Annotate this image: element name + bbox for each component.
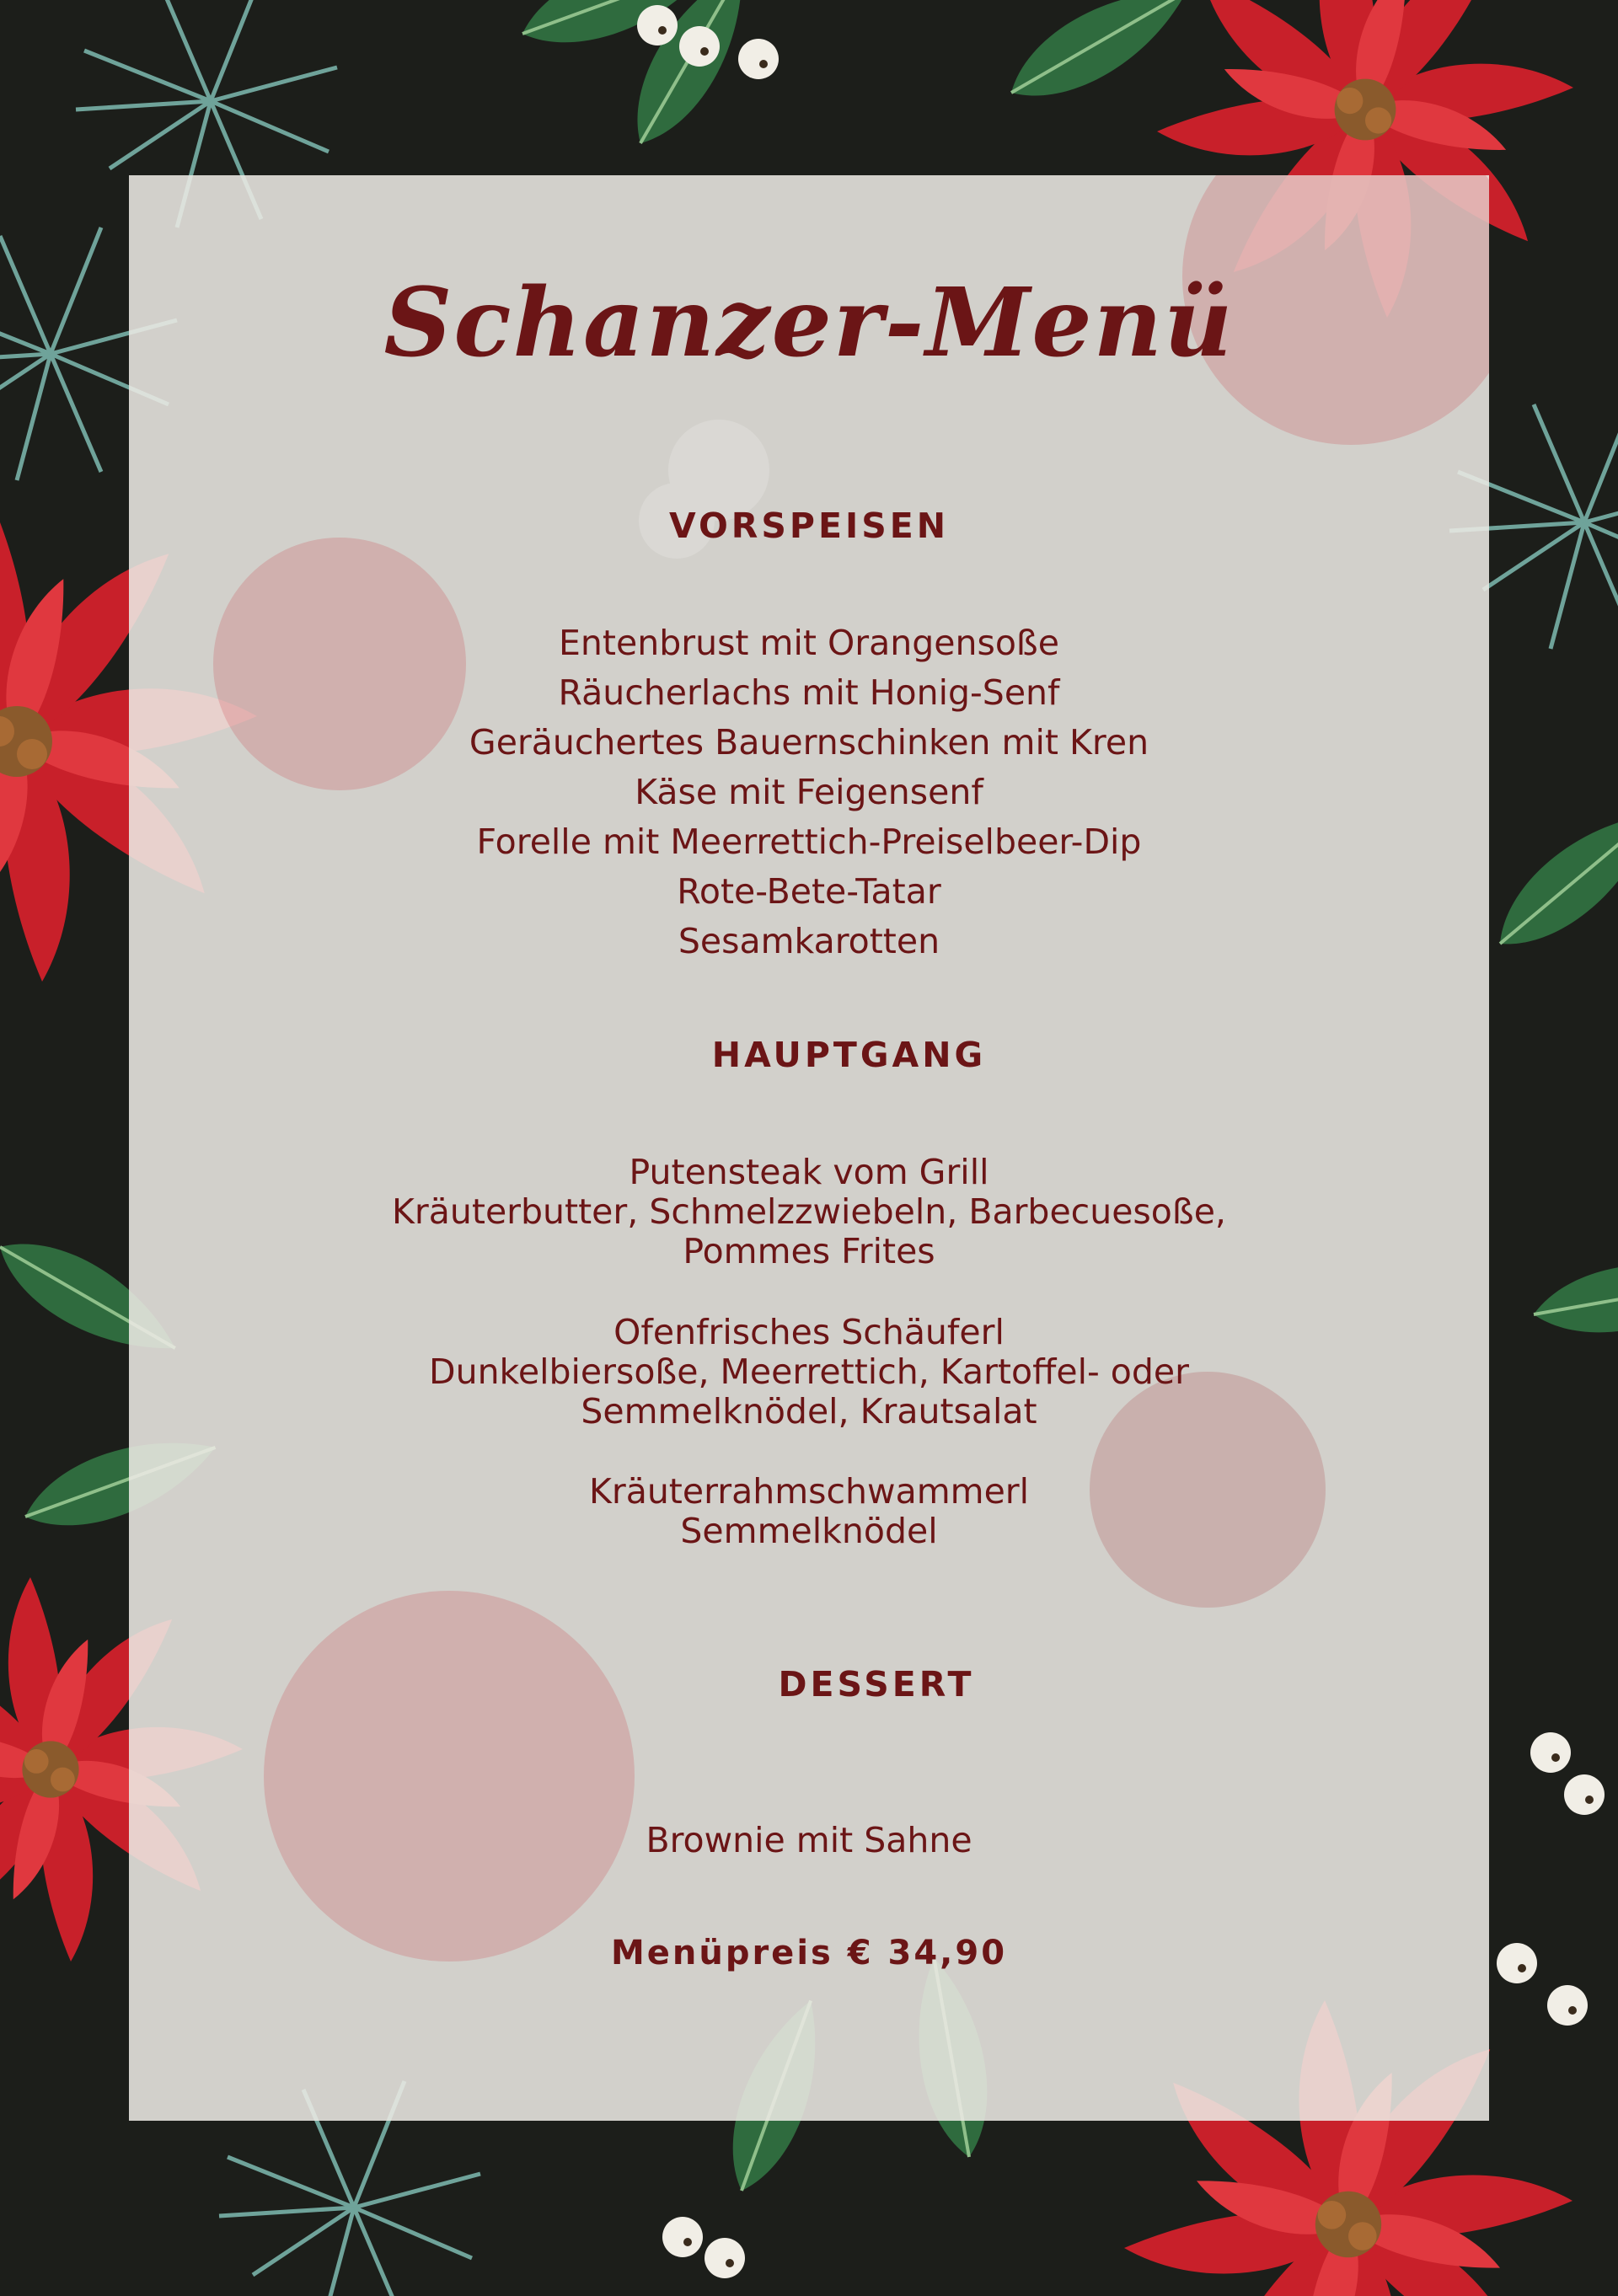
- dish-description: Semmelknödel, Krautsalat: [581, 1391, 1037, 1432]
- list-item: Räucherlachs mit Honig-Senf: [558, 672, 1060, 713]
- menu-price: Menüpreis € 34,90: [610, 1934, 1008, 1972]
- list-item: Rote-Bete-Tatar: [677, 871, 941, 912]
- list-item: Käse mit Feigensenf: [635, 772, 983, 812]
- dish-putensteak: [0, 1153, 1618, 1271]
- dish-name: Ofenfrisches Schäuferl: [613, 1312, 1005, 1352]
- dish-name: Putensteak vom Grill: [629, 1152, 989, 1192]
- list-item: Brownie mit Sahne: [646, 1820, 972, 1860]
- dish-description: Semmelknödel: [680, 1511, 938, 1551]
- dish-schwammerl: [0, 1472, 1618, 1551]
- section-heading-vorspeisen: VORSPEISEN: [668, 506, 950, 546]
- vorspeisen-list: [0, 618, 1618, 966]
- dessert-list: [0, 1816, 1618, 1865]
- list-item: Forelle mit Meerrettich-Preiselbeer-Dip: [476, 822, 1142, 862]
- list-item: Sesamkarotten: [678, 921, 940, 961]
- dish-description: Kräuterbutter, Schmelzzwiebeln, Barbecuesoße,: [392, 1191, 1226, 1232]
- dish-description: Pommes Frites: [683, 1231, 935, 1271]
- section-heading-hauptgang: HAUPTGANG: [711, 1035, 987, 1075]
- list-item: Geräuchertes Bauernschinken mit Kren: [469, 722, 1149, 763]
- dish-schaeuferl: [0, 1313, 1618, 1432]
- dish-name: Kräuterrahmschwammerl: [588, 1471, 1030, 1512]
- menu-title: Schanzer-Menü: [383, 268, 1235, 378]
- section-heading-dessert: DESSERT: [778, 1664, 975, 1705]
- list-item: Entenbrust mit Orangensoße: [559, 623, 1059, 663]
- dish-description: Dunkelbiersoße, Meerrettich, Kartoffel- oder: [429, 1351, 1189, 1392]
